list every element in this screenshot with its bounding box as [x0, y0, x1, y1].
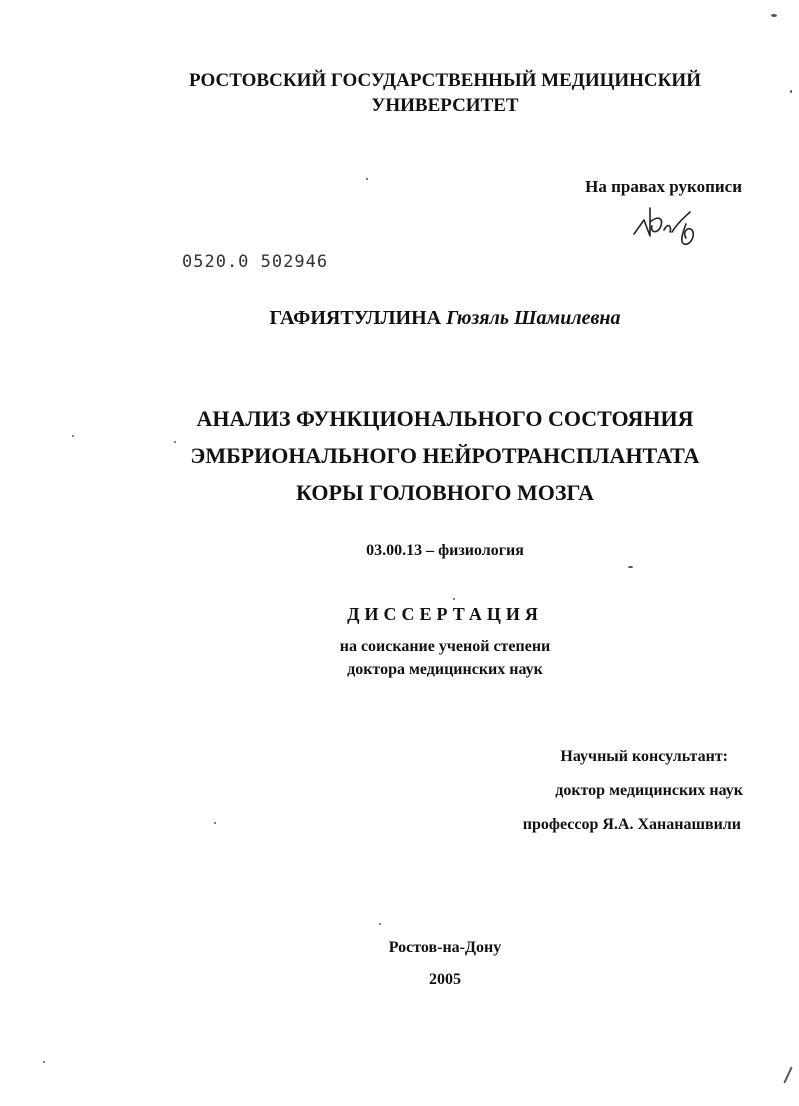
scan-speck: [379, 923, 381, 925]
scan-speck: [43, 1061, 45, 1063]
dissertation-title: [120, 400, 770, 511]
scan-speck: [783, 1066, 792, 1083]
university-name-line2: УНИВЕРСИТЕТ: [371, 95, 519, 116]
scientific-consultant: [440, 740, 745, 842]
degree-sought: [120, 635, 770, 681]
scan-speck: [628, 566, 633, 568]
consultant-heading: Научный консультант:: [560, 748, 728, 765]
scan-speck: [453, 598, 455, 600]
degree-line1: на соискание ученой степени: [339, 638, 551, 655]
signature-icon: [620, 200, 720, 252]
consultant-name: профессор Я.А. Хананашвили: [522, 816, 741, 833]
manuscript-rights-note: На правах рукописи: [585, 177, 742, 196]
author-name: [120, 305, 770, 331]
document-type: ДИССЕРТАЦИЯ: [347, 604, 543, 624]
city: Ростов-на-Дону: [388, 939, 502, 956]
scan-speck: [174, 441, 176, 443]
scan-speck: [72, 435, 74, 437]
dissertation-title-line3: КОРЫ ГОЛОВНОГО МОЗГА: [296, 480, 594, 505]
author-given-names: Гюзяль Шамилевна: [446, 307, 621, 329]
dissertation-title-line2: ЭМБРИОНАЛЬНОГО НЕЙРОТРАНСПЛАНТАТА: [190, 443, 700, 468]
consultant-degree: доктор медицинских наук: [555, 782, 743, 799]
scan-speck: [771, 14, 777, 17]
scan-speck: [366, 178, 368, 180]
university-name-line1: РОСТОВСКИЙ ГОСУДАРСТВЕННЫЙ МЕДИЦИНСКИЙ: [189, 70, 701, 91]
year: 2005: [429, 971, 461, 988]
dissertation-title-line1: АНАЛИЗ ФУНКЦИОНАЛЬНОГО СОСТОЯНИЯ: [196, 406, 694, 431]
specialty-code: 03.00.13 – физиология: [366, 542, 524, 559]
degree-line2: доктора медицинских наук: [347, 661, 543, 678]
scan-speck: [214, 822, 216, 824]
archive-stamp-number: 0520.0 502946: [182, 252, 329, 272]
author-surname: ГАФИЯТУЛЛИНА: [269, 307, 442, 329]
university-name: [120, 68, 770, 118]
place-and-year: [120, 932, 770, 996]
scan-speck: [790, 90, 792, 93]
